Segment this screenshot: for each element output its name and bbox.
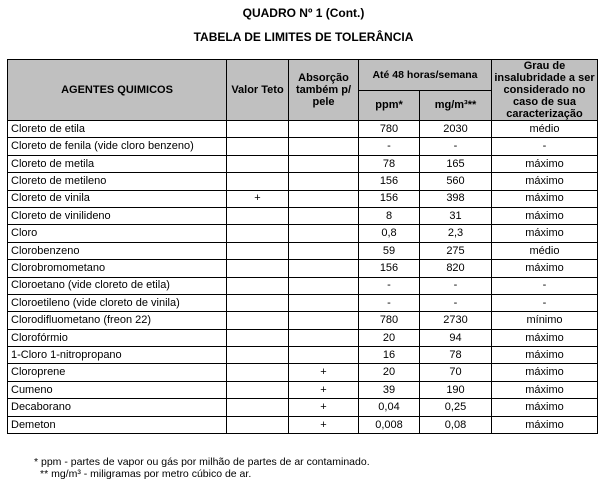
valor-teto-cell <box>227 260 289 277</box>
footnote-ppm: * ppm - partes de vapor ou gás por milhão de partes de ar contaminado. <box>34 456 370 468</box>
valor-teto-cell: + <box>227 190 289 207</box>
valor-teto-cell <box>227 138 289 155</box>
grau-cell: máximo <box>492 225 598 242</box>
agent-cell: Cloreto de fenila (vide cloro benzeno) <box>8 138 227 155</box>
mg-m3-cell: 0,25 <box>420 399 492 416</box>
valor-teto-cell <box>227 277 289 294</box>
table-row <box>8 416 598 433</box>
absorcao-pele-cell: + <box>289 364 359 381</box>
grau-cell: máximo <box>492 381 598 398</box>
grau-cell: máximo <box>492 399 598 416</box>
mg-m3-cell: 0,08 <box>420 416 492 433</box>
ppm-cell: 16 <box>359 347 420 364</box>
absorcao-pele-cell <box>289 225 359 242</box>
valor-teto-cell <box>227 155 289 172</box>
valor-teto-cell <box>227 242 289 259</box>
mg-m3-cell: - <box>420 294 492 311</box>
mg-m3-cell: 2730 <box>420 312 492 329</box>
absorcao-pele-cell <box>289 329 359 346</box>
table-row <box>8 294 598 311</box>
mg-m3-cell: 2030 <box>420 121 492 138</box>
table-row <box>8 381 598 398</box>
absorcao-pele-cell: + <box>289 399 359 416</box>
grau-cell: máximo <box>492 155 598 172</box>
absorcao-pele-cell <box>289 294 359 311</box>
mg-m3-cell: 94 <box>420 329 492 346</box>
ppm-cell: 20 <box>359 364 420 381</box>
table-row <box>8 173 598 190</box>
agent-cell: Clorodifluometano (freon 22) <box>8 312 227 329</box>
ppm-cell: 0,008 <box>359 416 420 433</box>
ppm-cell: 780 <box>359 121 420 138</box>
ppm-cell: 0,8 <box>359 225 420 242</box>
table-subtitle: TABELA DE LIMITES DE TOLERÂNCIA <box>193 30 414 44</box>
absorcao-pele-cell <box>289 347 359 364</box>
mg-m3-cell: - <box>420 277 492 294</box>
header-ate-48-horas: Até 48 horas/semana <box>359 60 492 91</box>
grau-cell: máximo <box>492 260 598 277</box>
agent-cell: Demeton <box>8 416 227 433</box>
mg-m3-cell: 78 <box>420 347 492 364</box>
grau-cell: máximo <box>492 190 598 207</box>
mg-m3-cell: 275 <box>420 242 492 259</box>
absorcao-pele-cell <box>289 173 359 190</box>
valor-teto-cell <box>227 121 289 138</box>
agent-cell: Cloroetano (vide cloreto de etila) <box>8 277 227 294</box>
absorcao-pele-cell <box>289 312 359 329</box>
ppm-cell: 780 <box>359 312 420 329</box>
table-row <box>8 190 598 207</box>
agent-cell: Cloreto de vinilideno <box>8 207 227 224</box>
agent-cell: Clorobenzeno <box>8 242 227 259</box>
mg-m3-cell: 165 <box>420 155 492 172</box>
valor-teto-cell <box>227 207 289 224</box>
ppm-cell: 156 <box>359 260 420 277</box>
table-row <box>8 225 598 242</box>
ppm-cell: - <box>359 294 420 311</box>
agent-cell: Cloreto de metila <box>8 155 227 172</box>
grau-cell: máximo <box>492 173 598 190</box>
absorcao-pele-cell <box>289 260 359 277</box>
agent-cell: Cloro <box>8 225 227 242</box>
agent-cell: 1-Cloro 1-nitropropano <box>8 347 227 364</box>
table-row <box>8 399 598 416</box>
agent-cell: Decaborano <box>8 399 227 416</box>
valor-teto-cell <box>227 294 289 311</box>
absorcao-pele-cell <box>289 155 359 172</box>
grau-cell: máximo <box>492 347 598 364</box>
ppm-cell: 8 <box>359 207 420 224</box>
ppm-cell: - <box>359 277 420 294</box>
footnotes <box>34 456 370 480</box>
grau-cell: mínimo <box>492 312 598 329</box>
grau-cell: - <box>492 138 598 155</box>
agent-cell: Cloroetileno (vide cloreto de vinila) <box>8 294 227 311</box>
grau-cell: - <box>492 277 598 294</box>
absorcao-pele-cell: + <box>289 416 359 433</box>
ppm-cell: 39 <box>359 381 420 398</box>
footnote-mg-m3: ** mg/m³ - miligramas por metro cúbico de ar. <box>40 468 252 480</box>
table-row <box>8 364 598 381</box>
header-ppm: ppm* <box>359 90 420 121</box>
mg-m3-cell: 398 <box>420 190 492 207</box>
grau-cell: máximo <box>492 207 598 224</box>
table-row <box>8 260 598 277</box>
table-row <box>8 155 598 172</box>
ppm-cell: 156 <box>359 190 420 207</box>
absorcao-pele-cell <box>289 138 359 155</box>
header-grau-insalubridade: Grau de insalubridade a ser considerado no caso de sua caracterização <box>492 60 598 121</box>
agent-cell: Cloreto de etila <box>8 121 227 138</box>
agent-cell: Cumeno <box>8 381 227 398</box>
absorcao-pele-cell <box>289 207 359 224</box>
ppm-cell: 78 <box>359 155 420 172</box>
valor-teto-cell <box>227 329 289 346</box>
valor-teto-cell <box>227 173 289 190</box>
tolerance-limits-table <box>7 59 598 434</box>
valor-teto-cell <box>227 399 289 416</box>
grau-cell: máximo <box>492 416 598 433</box>
table-row <box>8 312 598 329</box>
mg-m3-cell: 560 <box>420 173 492 190</box>
header-valor-teto: Valor Teto <box>227 60 289 121</box>
absorcao-pele-cell <box>289 190 359 207</box>
header-mg-m3: mg/m³** <box>420 90 492 121</box>
ppm-cell: 59 <box>359 242 420 259</box>
mg-m3-cell: 70 <box>420 364 492 381</box>
table-row <box>8 138 598 155</box>
table-row <box>8 207 598 224</box>
valor-teto-cell <box>227 364 289 381</box>
table-row <box>8 242 598 259</box>
table-row <box>8 121 598 138</box>
agent-cell: Cloreto de metileno <box>8 173 227 190</box>
absorcao-pele-cell <box>289 277 359 294</box>
header-absorcao-pele: Absorção também p/ pele <box>289 60 359 121</box>
grau-cell: médio <box>492 242 598 259</box>
grau-cell: máximo <box>492 364 598 381</box>
ppm-cell: 0,04 <box>359 399 420 416</box>
table-row <box>8 277 598 294</box>
header-agentes-quimicos: AGENTES QUIMICOS <box>8 60 227 121</box>
ppm-cell: 20 <box>359 329 420 346</box>
valor-teto-cell <box>227 347 289 364</box>
mg-m3-cell: 2,3 <box>420 225 492 242</box>
table-row <box>8 329 598 346</box>
mg-m3-cell: - <box>420 138 492 155</box>
ppm-cell: - <box>359 138 420 155</box>
ppm-cell: 156 <box>359 173 420 190</box>
grau-cell: - <box>492 294 598 311</box>
quadro-title: QUADRO Nº 1 (Cont.) <box>242 6 365 20</box>
valor-teto-cell <box>227 381 289 398</box>
mg-m3-cell: 31 <box>420 207 492 224</box>
valor-teto-cell <box>227 225 289 242</box>
grau-cell: médio <box>492 121 598 138</box>
agent-cell: Cloreto de vinila <box>8 190 227 207</box>
mg-m3-cell: 190 <box>420 381 492 398</box>
grau-cell: máximo <box>492 329 598 346</box>
absorcao-pele-cell: + <box>289 381 359 398</box>
valor-teto-cell <box>227 416 289 433</box>
valor-teto-cell <box>227 312 289 329</box>
agent-cell: Cloroprene <box>8 364 227 381</box>
agent-cell: Clorobromometano <box>8 260 227 277</box>
agent-cell: Clorofórmio <box>8 329 227 346</box>
mg-m3-cell: 820 <box>420 260 492 277</box>
absorcao-pele-cell <box>289 121 359 138</box>
absorcao-pele-cell <box>289 242 359 259</box>
table-row <box>8 347 598 364</box>
